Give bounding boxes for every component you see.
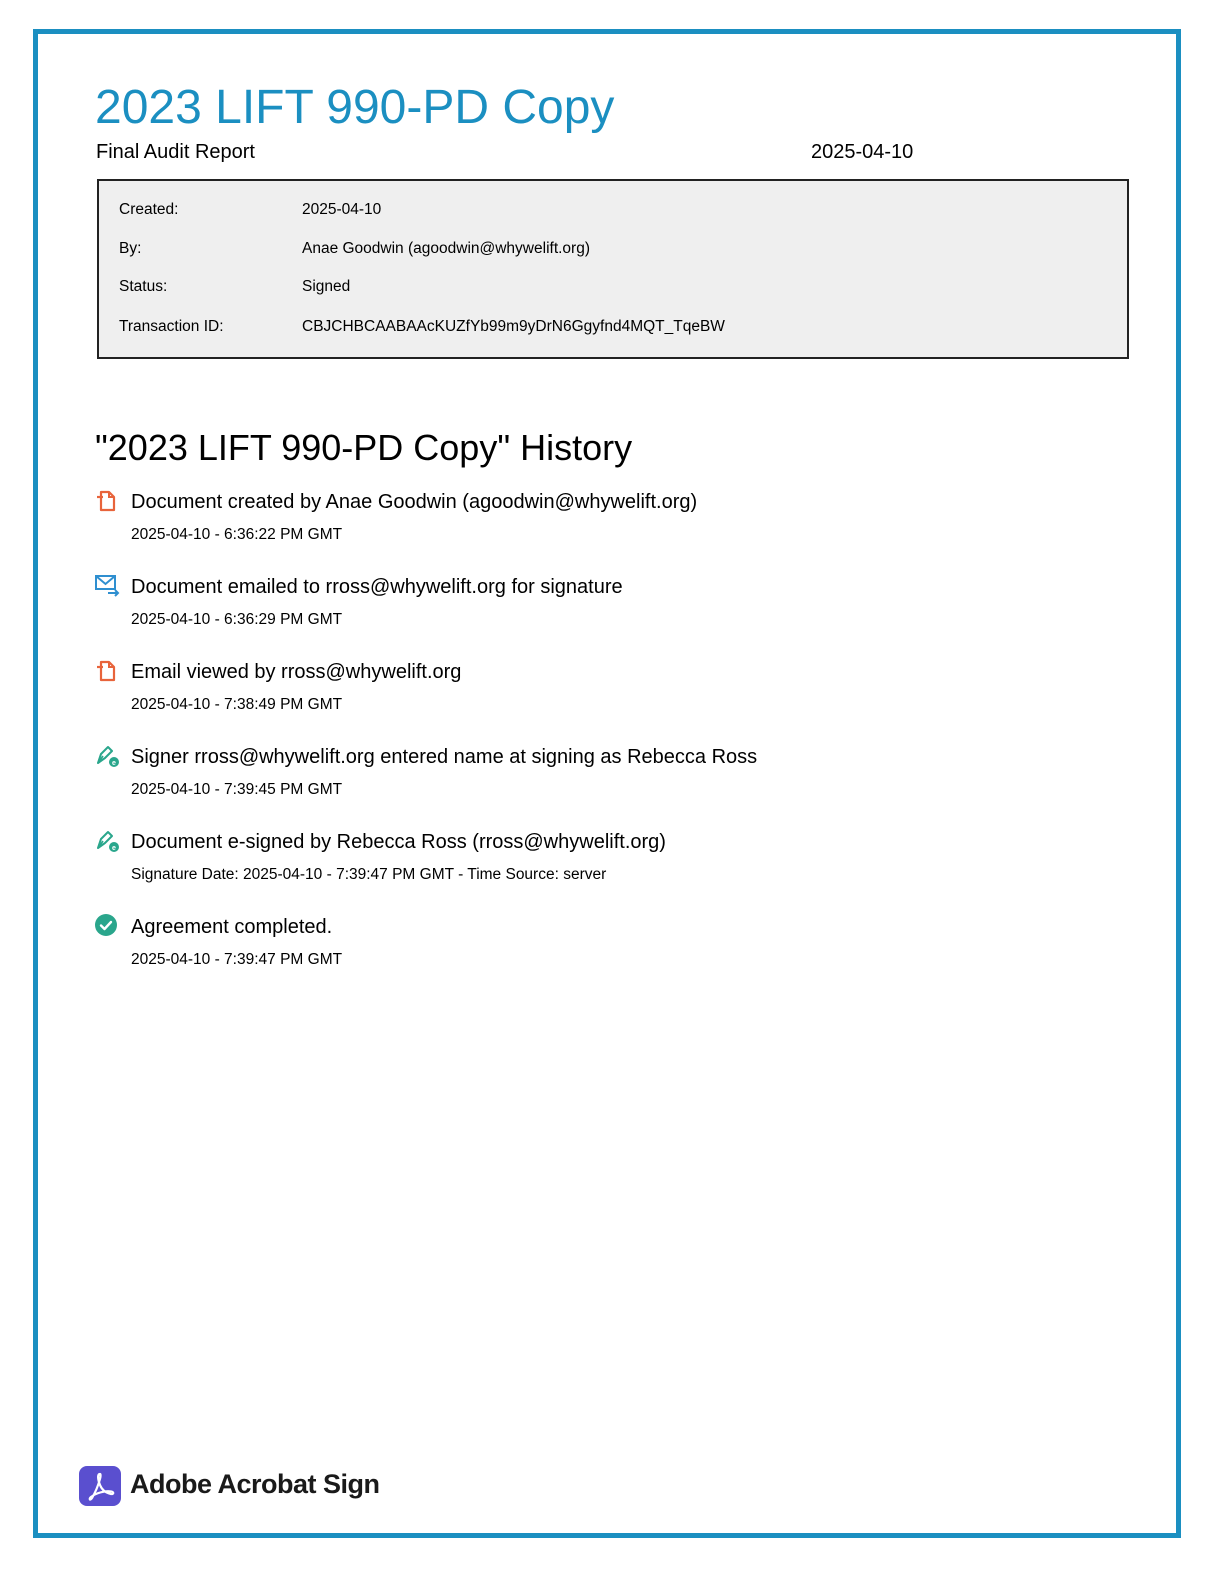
report-date: 2025-04-10 <box>811 141 914 163</box>
event-text: Signer rross@whywelift.org entered name at signing as Rebecca Ross <box>131 746 758 768</box>
history-event <box>94 658 1094 728</box>
history-event <box>94 828 1094 898</box>
summary-value: Signed <box>302 278 351 295</box>
history-event <box>94 743 1094 813</box>
event-text: Document emailed to rross@whywelift.org for signature <box>131 576 623 598</box>
document-icon <box>94 658 120 684</box>
summary-label: Transaction ID: <box>119 318 224 335</box>
event-time: 2025-04-10 - 7:38:49 PM GMT <box>131 696 343 713</box>
document-title: 2023 LIFT 990-PD Copy <box>95 81 615 134</box>
svg-text:e: e <box>112 845 116 852</box>
event-time: Signature Date: 2025-04-10 - 7:39:47 PM GMT - Time Source: server <box>131 866 607 883</box>
summary-value: Anae Goodwin (agoodwin@whywelift.org) <box>302 240 590 257</box>
acrobat-logo-icon <box>79 1466 121 1506</box>
summary-label: Created: <box>119 201 179 218</box>
svg-text:e: e <box>112 760 116 767</box>
history-title: "2023 LIFT 990-PD Copy" History <box>95 427 633 468</box>
event-text: Document created by Anae Goodwin (agoodwin@whywelift.org) <box>131 491 698 513</box>
event-time: 2025-04-10 - 7:39:45 PM GMT <box>131 781 343 798</box>
e-sign-pen-icon <box>94 743 120 769</box>
e-sign-pen-icon <box>94 828 120 854</box>
event-time: 2025-04-10 - 7:39:47 PM GMT <box>131 951 343 968</box>
event-time: 2025-04-10 - 6:36:29 PM GMT <box>131 611 343 628</box>
report-subtitle: Final Audit Report <box>96 141 255 163</box>
history-event <box>94 488 1094 558</box>
check-circle-icon <box>94 913 120 939</box>
summary-value: 2025-04-10 <box>302 201 382 218</box>
event-text: Email viewed by rross@whywelift.org <box>131 661 462 683</box>
adobe-acrobat-sign-brand <box>79 1466 399 1506</box>
event-text: Document e-signed by Rebecca Ross (rross@whywelift.org) <box>131 831 666 853</box>
history-event <box>94 913 1094 983</box>
summary-box <box>97 179 1129 359</box>
event-time: 2025-04-10 - 6:36:22 PM GMT <box>131 526 343 543</box>
brand-name: Adobe Acrobat Sign <box>130 1469 380 1499</box>
summary-label: Status: <box>119 278 168 295</box>
email-sent-icon <box>94 573 120 599</box>
event-text: Agreement completed. <box>131 916 333 938</box>
summary-value: CBJCHBCAABAAcKUZfYb99m9yDrN6Ggyfnd4MQT_TqeBW <box>302 318 725 335</box>
document-icon <box>94 488 120 514</box>
summary-label: By: <box>119 240 142 257</box>
history-event <box>94 573 1094 643</box>
